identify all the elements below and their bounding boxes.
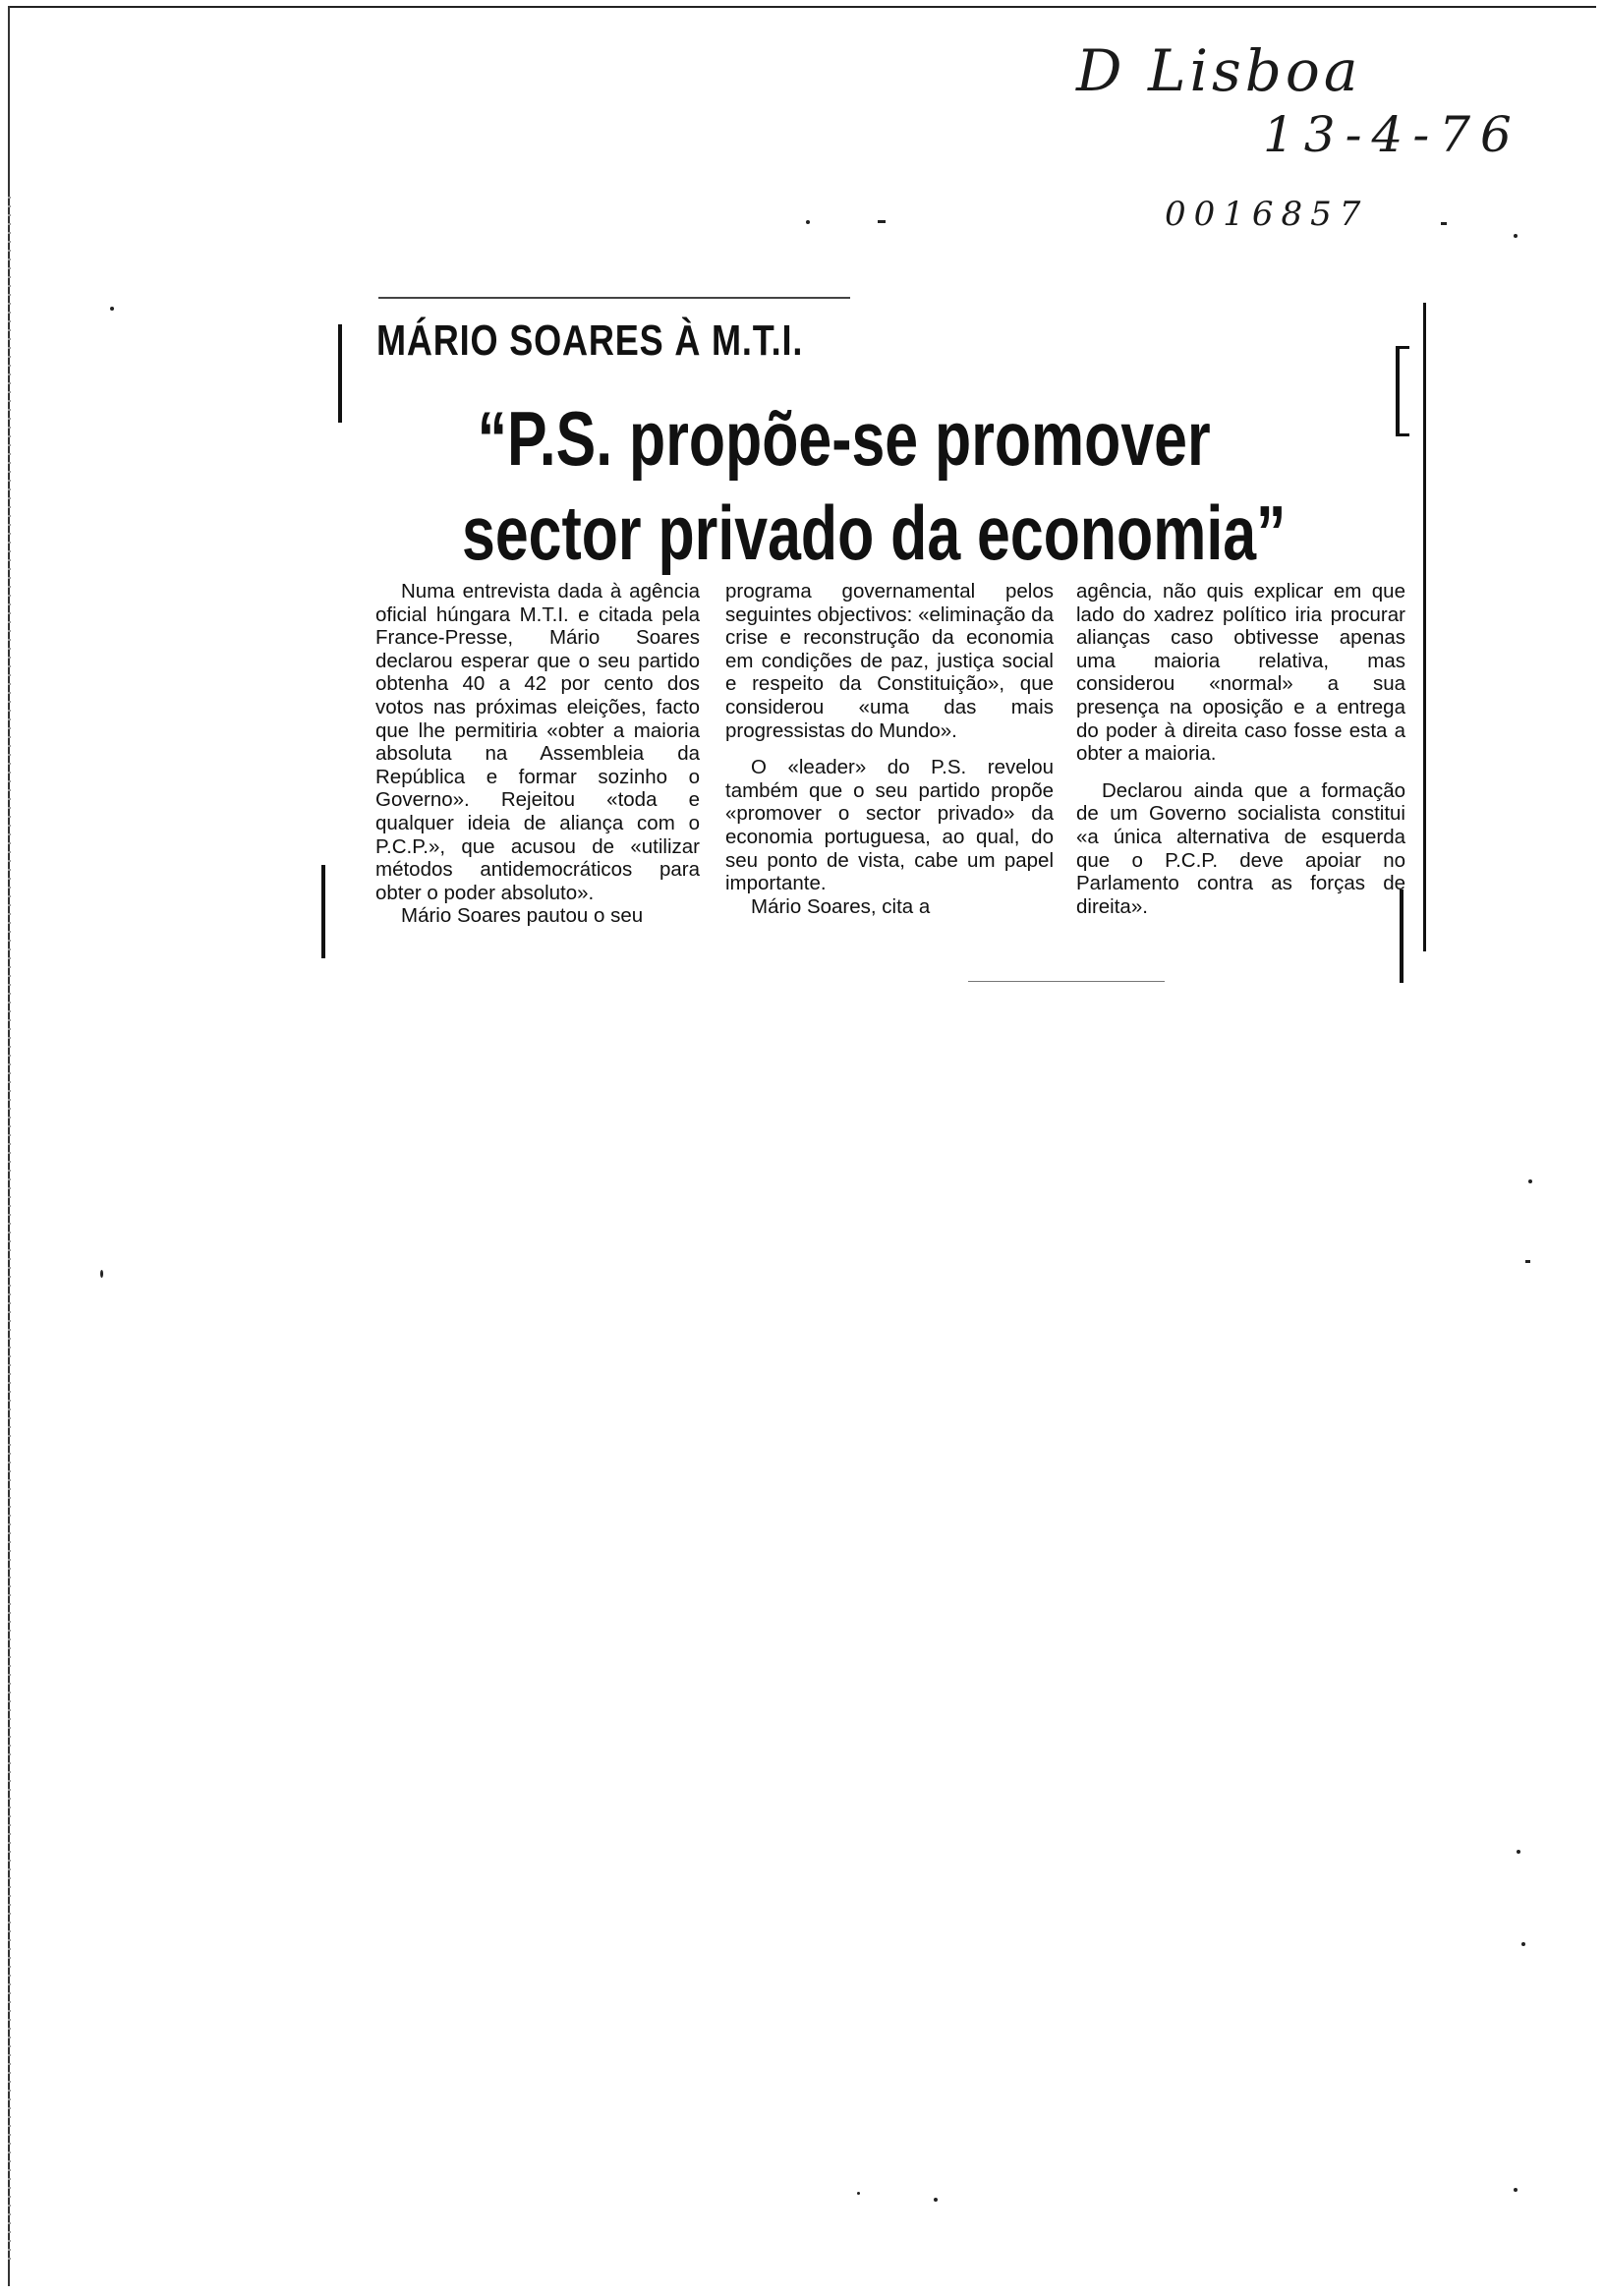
- col2-paragraph-2: O «leader» do P.S. revelou também que o seu partido propõe «promover o sector privado» da economia portuguesa, ao qual, do seu ponto de vista, cabe um papel importante.: [725, 756, 1054, 895]
- clip-bracket-right-top: [1396, 346, 1400, 436]
- clip-line-right: [1423, 303, 1426, 951]
- col3-paragraph-2: Declarou ainda que a formação de um Governo socialista constitui «a única alternativa de esquerda que o P.C.P. deve apoiar no Parlamento contra as forças de direita».: [1076, 778, 1405, 918]
- article-column-2: [725, 580, 1054, 918]
- scan-speck: [1517, 1850, 1520, 1854]
- handwritten-reference: 0016857: [1165, 195, 1369, 234]
- col1-paragraph-1: Numa entrevista dada à agência oficial húngara M.T.I. e citada pela France-Presse, Mário Soares declarou esperar que o seu partido obtenha 40 a 42 por cento dos votos nas próximas eleições, facto que lhe permitiria «obter a maioria absoluta na Assembleia da República e formar sozinho o Governo». Rejeitou «toda e qualquer ideia de aliança com o P.C.P.», que acusou de «utilizar métodos antidemocráticos para obter o poder absoluto».: [375, 580, 700, 904]
- headline-line-2: sector privado da economia”: [462, 489, 1287, 576]
- article-column-3: [1076, 580, 1405, 918]
- col1-paragraph-2: Mário Soares pautou o seu: [401, 904, 644, 928]
- headline-line-1: “P.S. propõe-se promover: [477, 395, 1211, 482]
- scan-speck: [1528, 1179, 1532, 1183]
- scan-speck: [1514, 2188, 1518, 2192]
- clip-bracket-right-top-tick: [1400, 346, 1409, 349]
- article-headline: [462, 391, 1287, 580]
- col2-paragraph-3: Mário Soares, cita a: [751, 894, 931, 918]
- scan-speck: [1514, 234, 1518, 238]
- article-column-1: [375, 580, 700, 928]
- clip-bracket-right-top-tick-b: [1400, 433, 1409, 436]
- cut-line: [968, 981, 1165, 982]
- header-rule: [378, 297, 850, 299]
- scan-speck: [878, 220, 886, 223]
- scan-speck: [1525, 1260, 1530, 1263]
- clip-bracket-left-bottom: [321, 865, 325, 958]
- scan-edge-specks: [8, 197, 11, 2261]
- clip-bracket-left-top: [338, 324, 342, 423]
- scan-speck: [100, 1270, 103, 1278]
- article-kicker: MÁRIO SOARES À M.T.I.: [376, 316, 804, 365]
- scan-speck: [934, 2198, 938, 2202]
- scan-speck: [806, 220, 810, 224]
- handwritten-date: 13-4-76: [1263, 106, 1521, 163]
- handwritten-publication: D Lisboa: [1076, 37, 1362, 104]
- col2-paragraph-1: programa governamental pelos seguintes objectivos: «eliminação da crise e reconstrução da economia em condições de paz, justiça social e respeito da Constituição», que considerou «uma das mais progressistas do Mundo».: [725, 580, 1054, 742]
- col3-paragraph-1: agência, não quis explicar em que lado do xadrez político iria procurar alianças caso obtivesse apenas uma maioria relativa, mas considerou «normal» a sua presença na oposição e a entrega do poder à direita caso fosse esta a obter a maioria.: [1076, 580, 1405, 766]
- scan-speck: [1521, 1942, 1525, 1946]
- page-edge-top: [8, 6, 1596, 8]
- scan-speck: [110, 307, 114, 311]
- scan-speck: [1441, 222, 1447, 225]
- scan-speck: [857, 2192, 860, 2195]
